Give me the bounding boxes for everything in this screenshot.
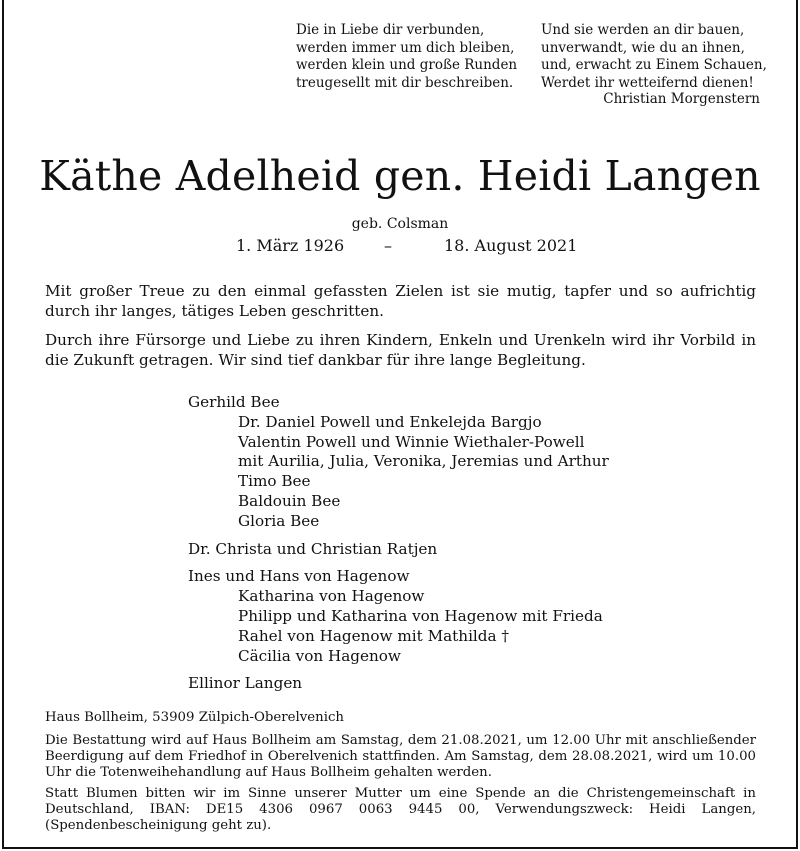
poem-line: treugesellt mit dir beschreiben. [296,74,514,91]
poem-line: und, erwacht zu Einem Schauen, [541,57,767,73]
death-date: 18. August 2021 [444,236,578,255]
mourners-list [188,393,609,694]
mourner-head: Dr. Christa und Christian Ratjen [188,539,438,558]
mourner: Gloria Bee [238,511,320,530]
mourner: Baldouin Bee [238,491,341,510]
birth-name: geb. Colsman [351,216,449,232]
poem-line: werden immer um dich bleiben, [296,39,515,56]
poem-author: Christian Morgenstern [603,91,760,107]
mourner: Katharina von Hagenow [238,587,425,606]
address: Haus Bollheim, 53909 Zülpich-Oberelvenich [45,710,344,725]
mourner: Philipp und Katharina von Hagenow mit Frieda [238,606,603,625]
mourner: Cäcilia von Hagenow [238,646,401,665]
poem-left-stanza [296,22,517,92]
birth-date: 1. März 1926 [236,236,345,255]
mourner-head: Ellinor Langen [188,674,303,693]
mourner: Rahel von Hagenow mit Mathilda † [238,626,509,645]
poem-right-stanza [541,22,767,92]
donation-notice: Statt Blumen bitten wir im Sinne unserer Mutter um eine Spende an die Christengemeinschaft in Deutschland, IBAN: DE15 4306 0967 0063 9445 00, Verwendungszweck: Heidi Langen, (Spendenbescheinigung geht zu). [45,786,756,833]
mourner-head: Gerhild Bee [188,393,280,411]
poem-line: Die in Liebe dir verbunden, [296,22,485,38]
poem-line: Werdet ihr wetteifernd dienen! [541,74,754,91]
poem-line: Und sie werden an dir bauen, [541,22,745,38]
mourner: mit Aurilia, Julia, Veronika, Jeremias und Arthur [238,452,609,471]
funeral-notice: Die Bestattung wird auf Haus Bollheim am Samstag, dem 21.08.2021, um 12.00 Uhr mit anschließender Beerdigung auf dem Friedhof in Oberelvenich stattfinden. Am Samstag, dem 28.08.2021, wird um 10.00 Uhr die Totenweihehandlung auf Haus Bollheim gehalten werden. [45,733,756,780]
poem-line: werden klein und große Runden [296,57,518,73]
tribute-paragraph: Durch ihre Fürsorge und Liebe zu ihren Kindern, Enkeln und Urenkeln wird ihr Vorbild in die Zukunft getragen. Wir sind tief dankbar für ihre lange Begleitung. [45,331,756,369]
deceased-name: Käthe Adelheid gen. Heidi Langen [39,152,761,200]
poem-line: unverwandt, wie du an ihnen, [541,39,745,56]
mourner: Valentin Powell und Winnie Wiethaler-Powell [238,432,585,451]
mourner: Timo Bee [238,472,311,491]
mourner: Dr. Daniel Powell und Enkelejda Bargjo [238,412,542,431]
tribute-paragraph: Mit großer Treue zu den einmal gefassten Zielen ist sie mutig, tapfer und so aufrichtig durch ihr langes, tätiges Leben geschritten. [45,282,756,320]
mourner-head: Ines und Hans von Hagenow [188,567,410,586]
date-dash: – [384,236,392,255]
